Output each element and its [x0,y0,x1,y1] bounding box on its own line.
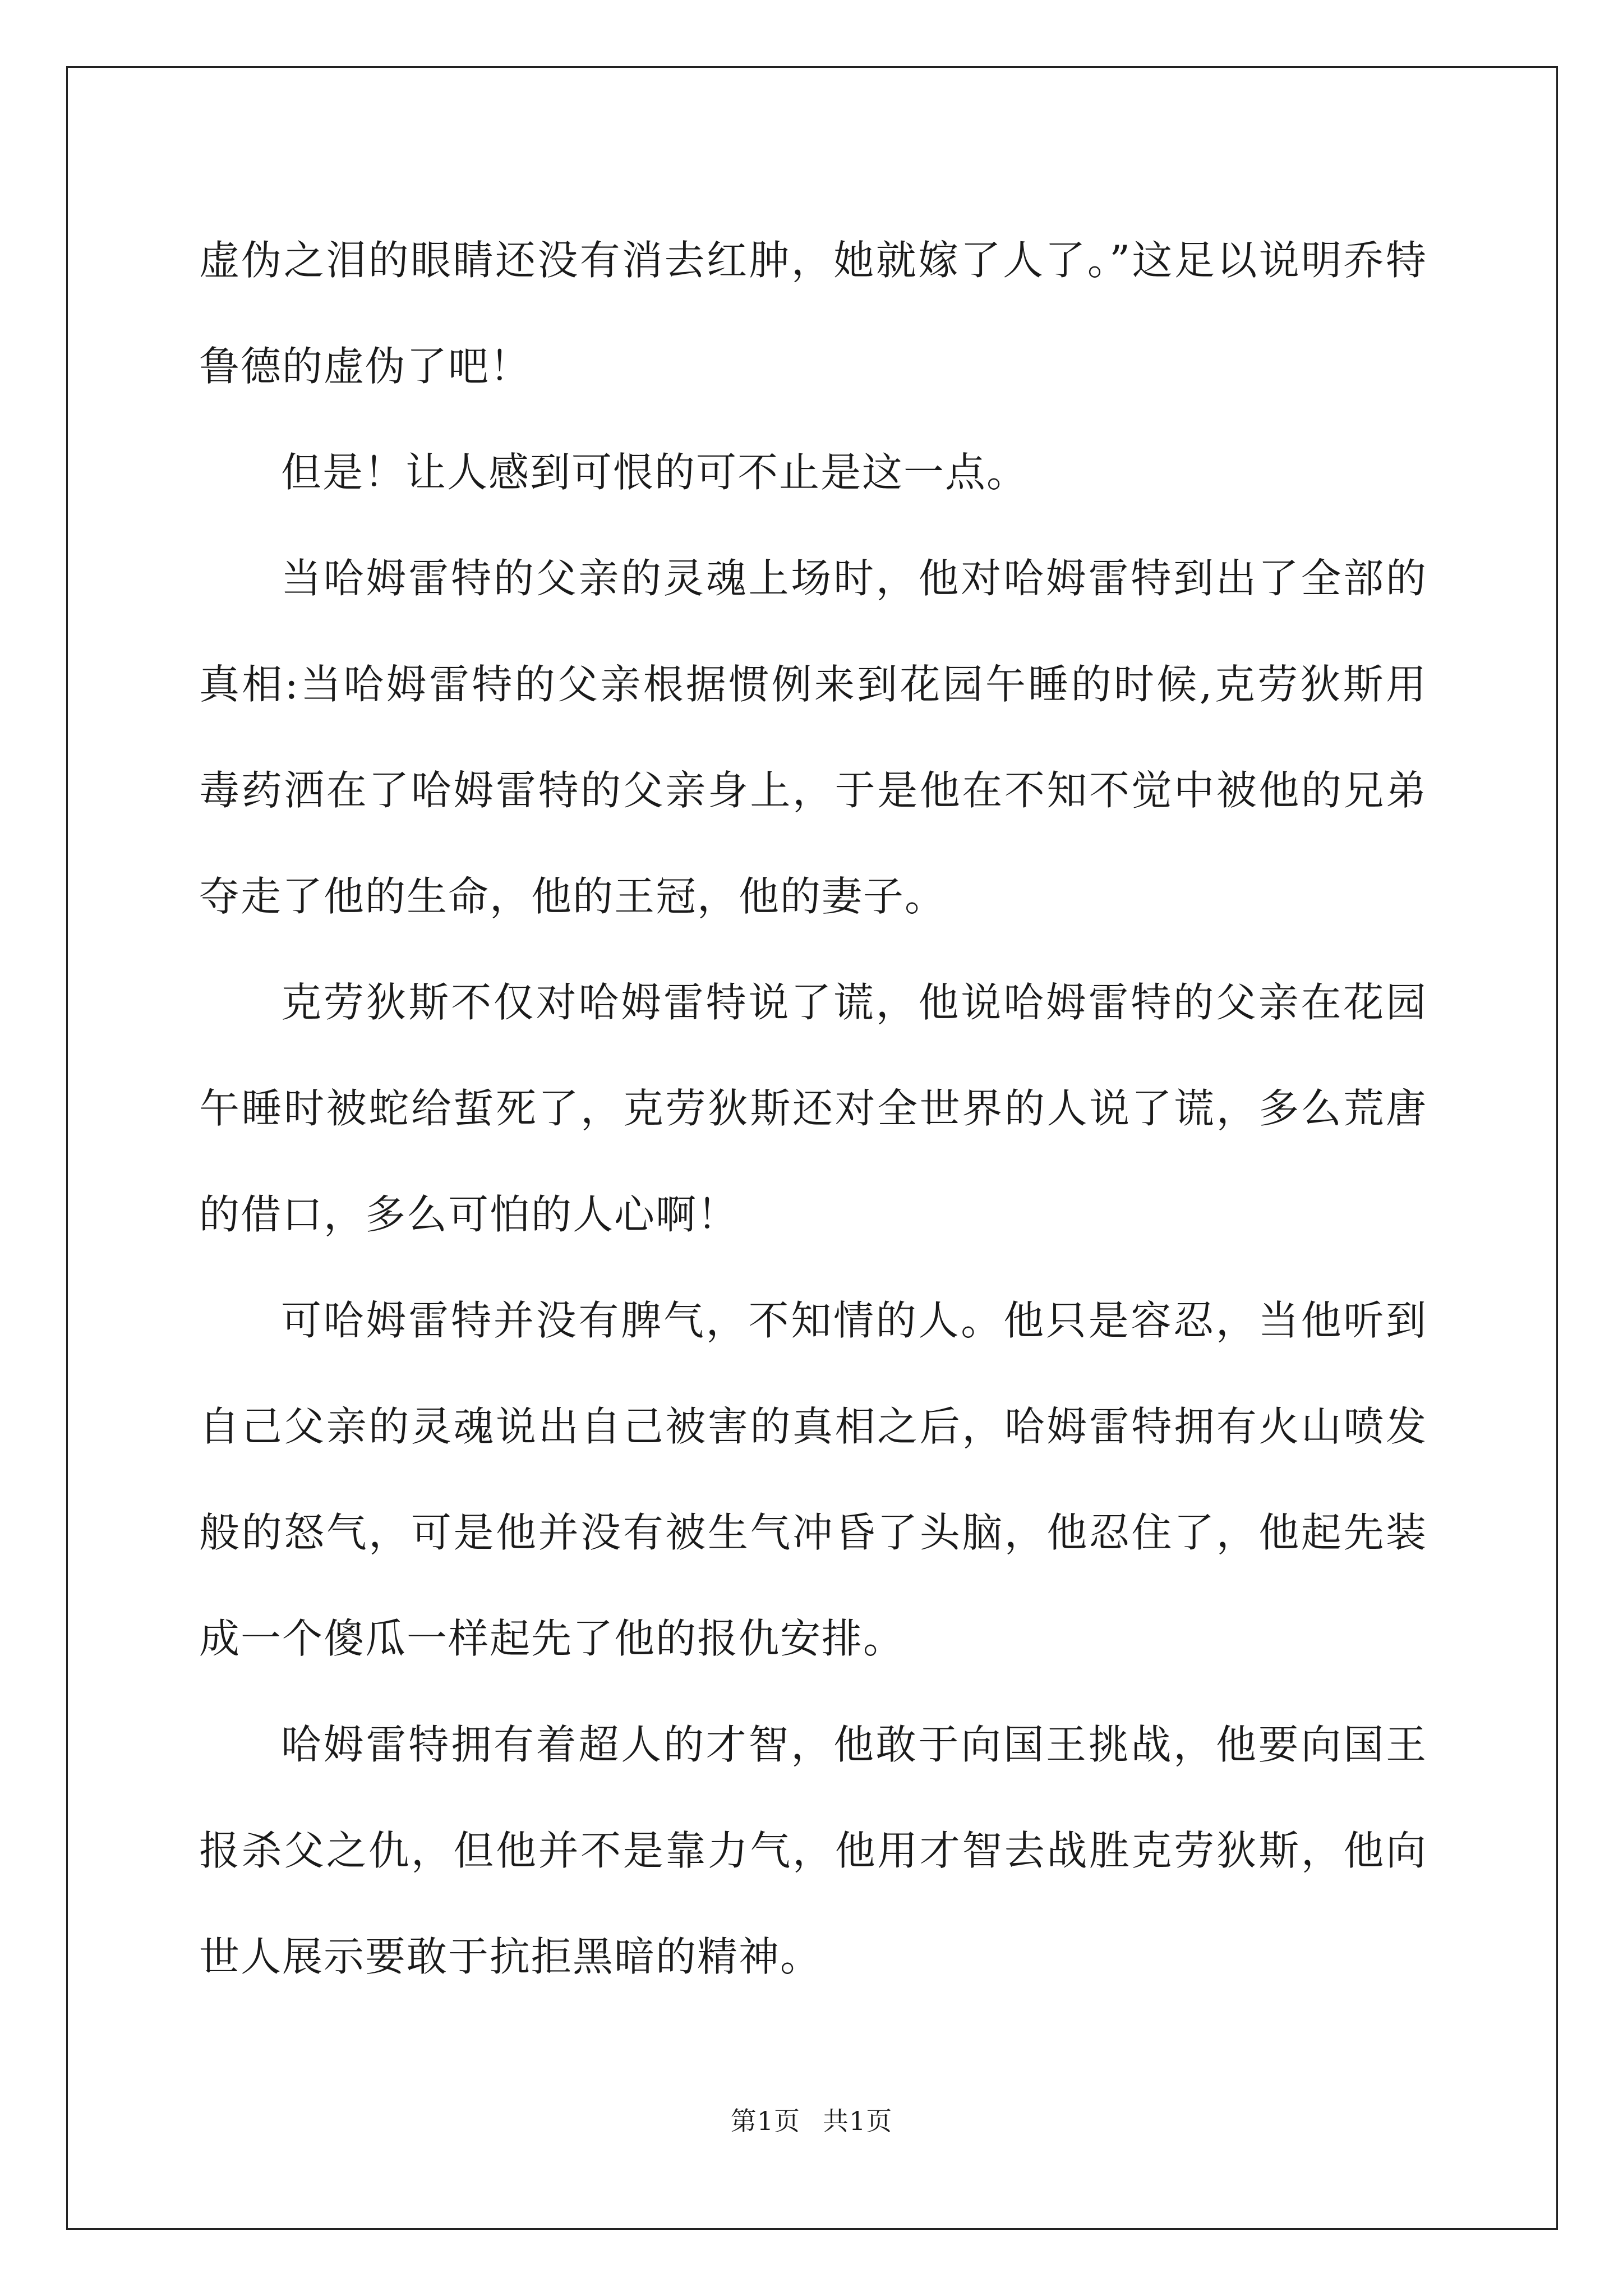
paragraph-5: 可哈姆雷特并没有脾气，不知情的人。他只是容忍，当他听到自己父亲的灵魂说出自己被害的真相之后，哈姆雷特拥有火山喷发般的怒气，可是他并没有被生气冲昏了头脑，他忍住了，他起先装成一个傻瓜一样起先了他的报仇安排。 [199,1297,1427,1662]
paragraph-1: 虚伪之泪的眼睛还没有消去红肿，她就嫁了人了。”这足以说明乔特鲁德的虚伪了吧！ [199,237,1427,390]
paragraph-2: 但是！让人感到可恨的可不止是这一点。 [281,449,1029,496]
paragraph-6: 哈姆雷特拥有着超人的才智，他敢于向国王挑战，他要向国王报杀父之仇，但他并不是靠力气，他用才智去战胜克劳狄斯，他向世人展示要敢于抗拒黑暗的精神。 [199,1721,1427,1980]
page-number-current: 第1页 [730,2106,800,2136]
paragraph-4: 克劳狄斯不仅对哈姆雷特说了谎，他说哈姆雷特的父亲在花园午睡时被蛇给蜇死了，克劳狄斯还对全世界的人说了谎，多么荒唐的借口，多么可怕的人心啊！ [199,979,1427,1238]
document-body [199,208,1427,2010]
paragraph-3: 当哈姆雷特的父亲的灵魂上场时，他对哈姆雷特到出了全部的真相:当哈姆雷特的父亲根据惯例来到花园午睡的时候,克劳狄斯用毒药洒在了哈姆雷特的父亲身上，于是他在不知不觉中被他的兄弟夺走了他的生命，他的王冠，他的妻子。 [199,555,1427,920]
page-footer [0,2101,1623,2138]
page-number-total: 共1页 [823,2106,893,2136]
